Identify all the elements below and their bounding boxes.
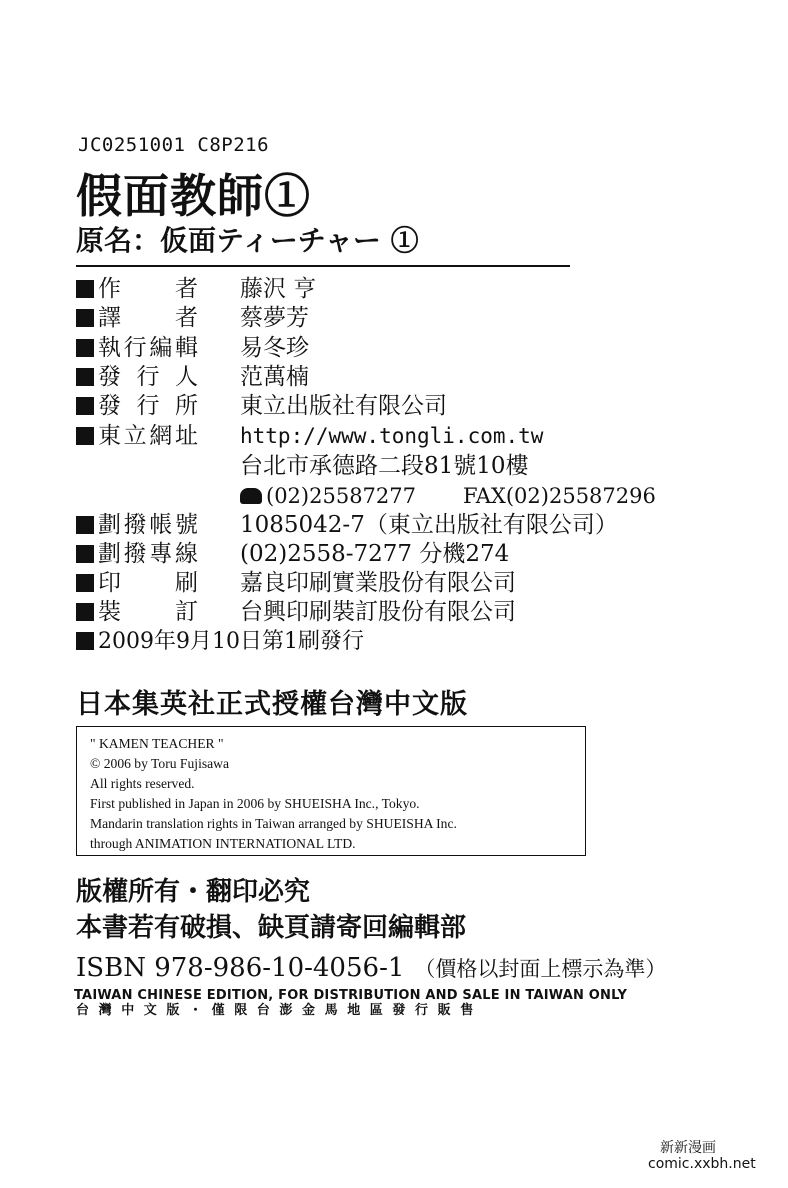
bullet-square-icon [76, 368, 94, 386]
watermark-url: comic.xxbh.net [648, 1156, 756, 1172]
distribution-notice-zh: 台灣中文版・僅限台澎金馬地區發行販售 [76, 1003, 483, 1018]
bullet-square-icon [76, 397, 94, 415]
printer-name: 嘉良印刷實業股份有限公司 [240, 570, 516, 596]
author-name: 藤沢 亨 [240, 276, 317, 302]
address: 台北市承德路二段81號10樓 [240, 453, 529, 479]
website-url: http://www.tongli.com.tw [240, 424, 544, 448]
bullet-square-icon [76, 309, 94, 327]
bullet-square-icon [76, 516, 94, 534]
bullet-square-icon [76, 280, 94, 298]
contact-line [240, 482, 656, 510]
rights-reserved-notice: 版權所有・翻印必究 [76, 877, 311, 907]
copyright-line: All rights reserved. [90, 776, 195, 791]
authorization-notice: 日本集英社正式授權台灣中文版 [76, 689, 468, 720]
copyright-line: Mandarin translation rights in Taiwan arranged by SHUEISHA Inc. [90, 816, 457, 831]
bullet-square-icon [76, 545, 94, 563]
catalog-code: JC0251001 C8P216 [78, 134, 270, 156]
translator-name: 蔡夢芳 [240, 305, 309, 331]
bullet-square-icon [76, 632, 94, 650]
title-divider [76, 265, 570, 267]
editor-name: 易冬珍 [240, 335, 309, 361]
original-title: 原名：仮面ティーチャー ① [76, 224, 419, 257]
publisher-name: 范萬楠 [240, 364, 309, 390]
fax-number: FAX(02)25587296 [463, 484, 656, 508]
copyright-line: " KAMEN TEACHER " [90, 736, 224, 751]
isbn-number: ISBN 978-986-10-4056-1 [76, 953, 405, 983]
binder-name: 台興印刷裝訂股份有限公司 [240, 599, 516, 625]
bullet-square-icon [76, 603, 94, 621]
publishing-house: 東立出版社有限公司 [240, 393, 447, 419]
damage-return-notice: 本書若有破損、缺頁請寄回編輯部 [76, 913, 467, 943]
bullet-square-icon [76, 427, 94, 445]
publication-date: 2009年9月10日第1刷發行 [76, 628, 364, 656]
isbn-line [76, 951, 666, 986]
giro-account: 1085042-7（東立出版社有限公司） [240, 512, 618, 538]
giro-hotline: (02)2558-7277 分機274 [240, 541, 510, 567]
bullet-square-icon [76, 574, 94, 592]
watermark-title: 新新漫画 [660, 1140, 716, 1156]
book-title: 假面教師① [76, 169, 311, 223]
distribution-notice-en: TAIWAN CHINESE EDITION, FOR DISTRIBUTION AND SALE IN TAIWAN ONLY [74, 988, 628, 1003]
phone-number: (02)25587277 [266, 484, 416, 508]
bullet-square-icon [76, 339, 94, 357]
copyright-line: © 2006 by Toru Fujisawa [90, 756, 230, 771]
copyright-line: through ANIMATION INTERNATIONAL LTD. [90, 836, 356, 851]
telephone-icon [240, 488, 262, 504]
copyright-box [76, 726, 586, 856]
price-note: （價格以封面上標示為準） [414, 957, 667, 981]
copyright-line: First published in Japan in 2006 by SHUEISHA Inc., Tokyo. [90, 796, 420, 811]
